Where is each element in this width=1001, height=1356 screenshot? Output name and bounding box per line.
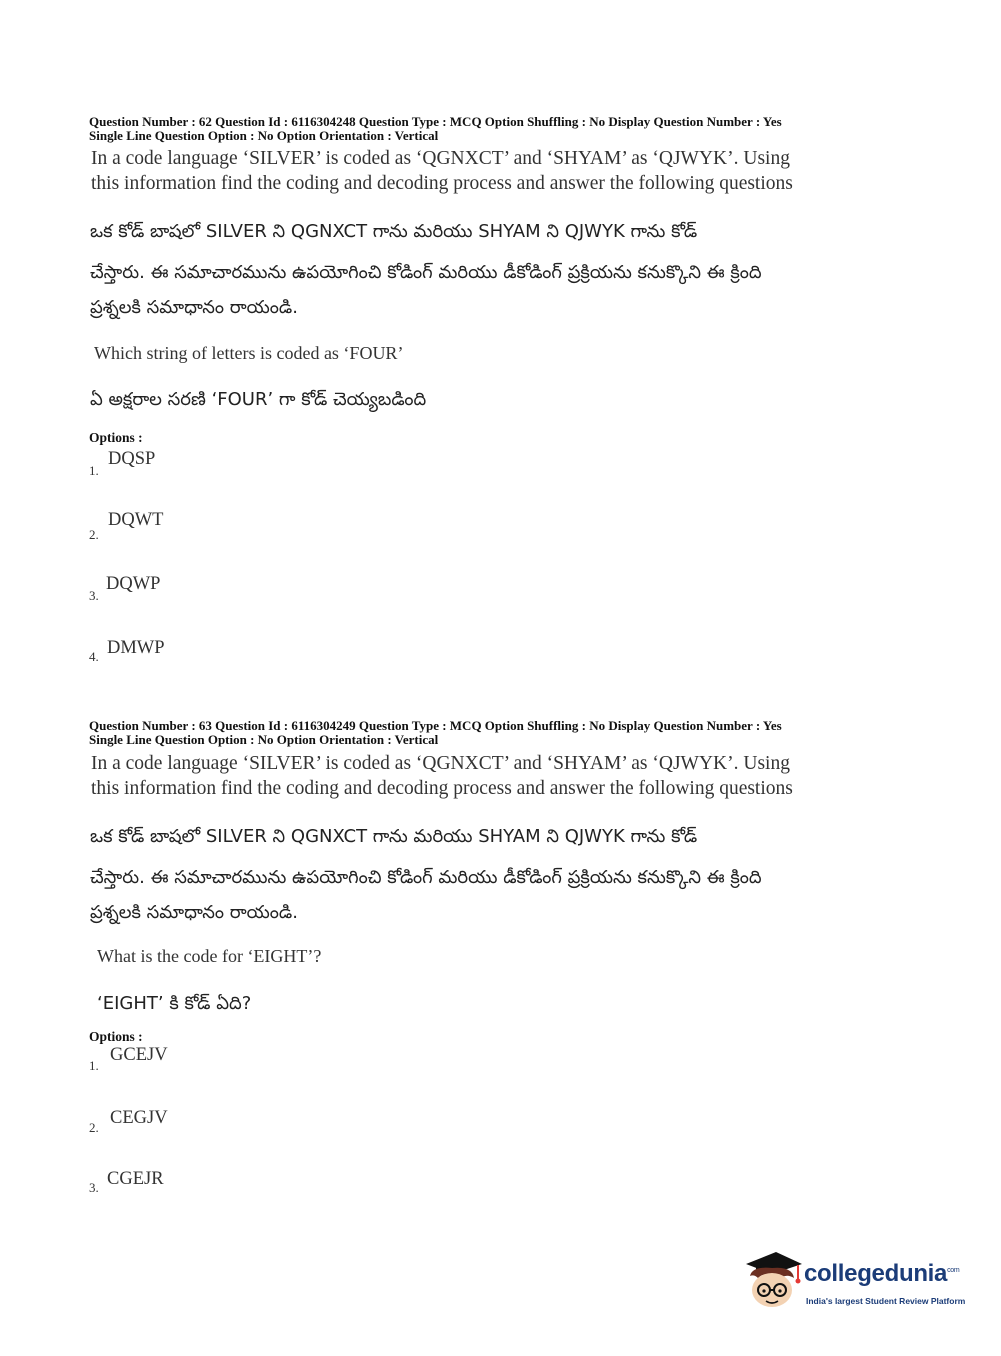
option-value: CEGJV: [110, 1108, 168, 1128]
q63-meta-line-2: Single Line Question Option : No Option Orientation : Vertical: [89, 732, 439, 747]
logo-wordmark: [804, 1260, 959, 1288]
option-number: 1.: [89, 463, 99, 478]
logo-tm: com: [947, 1267, 960, 1274]
option-value: DQWT: [108, 510, 164, 530]
option-number: 1.: [89, 1058, 99, 1073]
option-number: 3.: [89, 1180, 99, 1195]
logo-tagline: India's largest Student Review Platform: [806, 1296, 966, 1306]
option-number: 2.: [89, 527, 99, 542]
q63-options-label: Options :: [89, 1029, 143, 1044]
logo-name: collegedunia: [804, 1260, 948, 1287]
q63-sub-question-en: What is the code for ‘EIGHT’?: [97, 946, 322, 966]
q63-telugu-line-1: ఒక కోడ్ బాషలో SILVER ని QGNXCT గాను మరియు SHYAM ని QJWYK గాను కోడ్: [90, 826, 698, 847]
option-number: 2.: [89, 1120, 99, 1135]
option-value: CGEJR: [107, 1169, 164, 1189]
q62-telugu-line-2: చేస్తారు. ఈ సమాచారమును ఉపయోగించి కోడింగ్ మరియు డీకోడింగ్ ప్రక్రియను కనుక్కొని ఈ క్రింది: [90, 262, 762, 283]
collegedunia-logo[interactable]: [742, 1250, 972, 1314]
q62-telugu-line-1: ఒక కోడ్ బాషలో SILVER ని QGNXCT గాను మరియు SHYAM ని QJWYK గాను కోడ్: [90, 221, 698, 242]
q62-text-line-2: this information find the coding and decoding process and answer the following questions: [91, 173, 793, 194]
q62-meta-line-2: Single Line Question Option : No Option Orientation : Vertical: [89, 128, 439, 143]
q63-meta-line-1: Question Number : 63 Question Id : 6116304249 Question Type : MCQ Option Shuffling : No Display Question Number : Yes: [89, 718, 782, 733]
option-value: DQSP: [108, 449, 156, 469]
q62-meta-line-1: Question Number : 62 Question Id : 6116304248 Question Type : MCQ Option Shuffling : No Display Question Number : Yes: [89, 114, 782, 129]
option-value: DMWP: [107, 638, 165, 658]
option-number: 4.: [89, 649, 99, 664]
q63-telugu-line-3: ప్రశ్నలకి సమాధానం రాయండి.: [90, 902, 298, 923]
q63-sub-question-te: ‘EIGHT’ కి కోడ్ ఏది?: [97, 993, 252, 1014]
q62-text-line-1: In a code language ‘SILVER’ is coded as ‘QGNXCT’ and ‘SHYAM’ as ‘QJWYK’. Using: [91, 148, 790, 169]
option-value: GCEJV: [110, 1045, 168, 1065]
q62-telugu-line-3: ప్రశ్నలకి సమాధానం రాయండి.: [90, 297, 298, 318]
mascot-icon: [742, 1250, 804, 1314]
option-value: DQWP: [106, 574, 161, 594]
q63-text-line-2: this information find the coding and decoding process and answer the following questions: [91, 778, 793, 799]
option-number: 3.: [89, 588, 99, 603]
q62-sub-question-en: Which string of letters is coded as ‘FOUR’: [94, 343, 404, 363]
q63-text-line-1: In a code language ‘SILVER’ is coded as ‘QGNXCT’ and ‘SHYAM’ as ‘QJWYK’. Using: [91, 753, 790, 774]
q62-sub-question-te: ఏ అక్షరాల సరణి ‘FOUR’ గా కోడ్ చెయ్యబడింది: [90, 389, 427, 410]
q62-options-label: Options :: [89, 430, 143, 445]
q63-telugu-line-2: చేస్తారు. ఈ సమాచారమును ఉపయోగించి కోడింగ్ మరియు డీకోడింగ్ ప్రక్రియను కనుక్కొని ఈ క్రింది: [90, 867, 762, 888]
